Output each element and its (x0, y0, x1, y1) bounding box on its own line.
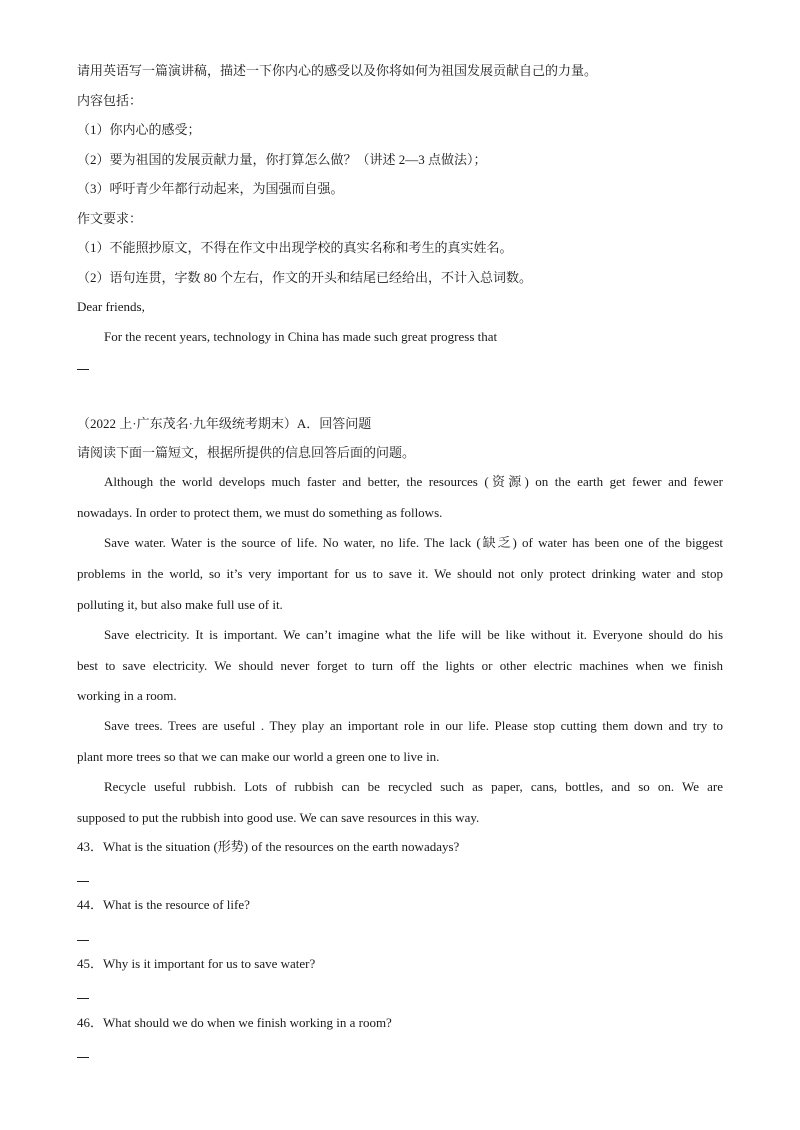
content-heading: 内容包括： (77, 93, 143, 108)
salutation: Dear friends, (77, 299, 145, 314)
passage-line: problems in the world, so it’s very important for us to save it. We should not only protect drinking water and stop (77, 566, 723, 581)
question-source: （2022 上·广东茂名·九年级统考期末）A．回答问题 (77, 416, 372, 431)
answer-blank-46[interactable] (77, 1057, 89, 1058)
opening-line: For the recent years, technology in China has made such great progress that (104, 329, 498, 344)
passage-line: nowadays. In order to protect them, we must do something as follows. (77, 505, 443, 520)
answer-blank-44[interactable] (77, 940, 89, 941)
passage-line: best to save electricity. We should never forget to turn off the lights or other electric machines when we finish (77, 658, 723, 673)
question-46: 46．What should we do when we finish working in a room? (77, 1015, 392, 1030)
passage-line: Save electricity. It is important. We can’t imagine what the life will be like without it. Everyone should do his (104, 627, 723, 642)
question-45: 45．Why is it important for us to save water? (77, 956, 316, 971)
passage-line: Save water. Water is the source of life. No water, no life. The lack (缺乏) of water has been one of the biggest (104, 535, 723, 550)
passage-line: working in a room. (77, 688, 177, 703)
reading-instruction: 请阅读下面一篇短文，根据所提供的信息回答后面的问题。 (77, 445, 416, 460)
passage-line: Although the world develops much faster and better, the resources (资源) on the earth get fewer and fewer (104, 474, 723, 489)
answer-blank[interactable] (77, 369, 89, 370)
answer-blank-43[interactable] (77, 881, 89, 882)
passage-line: supposed to put the rubbish into good use. We can save resources in this way. (77, 810, 480, 825)
answer-blank-45[interactable] (77, 998, 89, 999)
requirement-item: （2）语句连贯，字数 80 个左右，作文的开头和结尾已经给出，不计入总词数。 (77, 270, 533, 285)
question-43: 43．What is the situation (形势) of the resources on the earth nowadays? (77, 839, 460, 854)
passage-line: plant more trees so that we can make our world a green one to live in. (77, 749, 440, 764)
requirement-item: （1）不能照抄原文，不得在作文中出现学校的真实名称和考生的真实姓名。 (77, 240, 513, 255)
passage-line: Save trees. Trees are useful . They play an important role in our life. Please stop cutting them down and try to (104, 718, 723, 733)
writing-task-intro: 请用英语写一篇演讲稿，描述一下你内心的感受以及你将如何为祖国发展贡献自己的力量。 (77, 63, 598, 78)
requirements-heading: 作文要求： (77, 211, 143, 226)
content-item: （3）呼吁青少年都行动起来，为国强而自强。 (77, 181, 344, 196)
passage-line: Recycle useful rubbish. Lots of rubbish can be recycled such as paper, cans, bottles, and so on. We are (104, 779, 723, 794)
passage-line: polluting it, but also make full use of it. (77, 597, 283, 612)
content-item: （2）要为祖国的发展贡献力量，你打算怎么做？（讲述 2—3 点做法）； (77, 152, 487, 167)
content-item: （1）你内心的感受； (77, 122, 201, 137)
question-44: 44．What is the resource of life? (77, 897, 250, 912)
